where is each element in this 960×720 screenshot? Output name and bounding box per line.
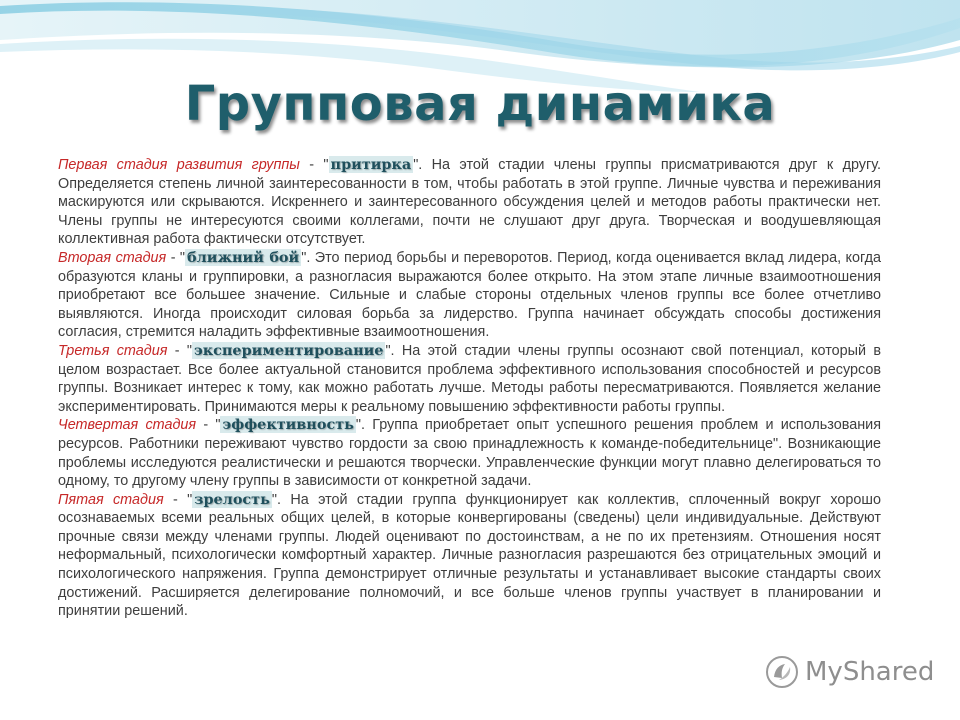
stage-name: Вторая стадия <box>58 249 167 266</box>
stage-name: Первая стадия развития группы <box>58 157 300 173</box>
stage-separator: - " <box>163 491 193 508</box>
stage-text: ". Группа приобретает опыт успешного решения проблем и использования ресурсов. Работники переживают чувство гордости за свою принадлежность к команде-победительнице". Возникающие проблемы исследуются реалистически и решаются творчески. Управленческие функции могут плавно делегироваться то одному, то другому члену группы в зависимости от конкретной задачи. <box>58 417 882 490</box>
stage-name: Пятая стадия <box>58 491 164 508</box>
stage-highlight: зрелость <box>194 490 270 508</box>
stage-separator: - " <box>299 157 329 173</box>
stage-text: ". На этой стадии группа функционирует как коллектив, сплоченный вокруг хорошо осознаваемых всеми реальных общих целей, в которые конвергированы (сведены) цели индивидуальные. Действуют прочные связи между членами группы. Людей оценивают по достоинствам, а не по их претензиям. Отношения носят неформальный, психологически комфортный характер. Личные разногласия разрешаются без отрицательных эмоций и психологического напряжения. Группа демонстрирует отличные результаты и устанавливает высокие стандарты своих достижений. Расширяется делегирование полномочий, и все больше членов группы участвует в планировании и принятии решений. <box>58 491 881 620</box>
stage-separator: - " <box>196 417 221 434</box>
myshared-logo-icon <box>765 655 799 689</box>
stage-highlight: ближний бой <box>187 248 300 266</box>
myshared-watermark <box>765 655 934 689</box>
stage-paragraph-4 <box>58 416 881 490</box>
stage-name: Четвертая стадия <box>58 417 197 434</box>
stage-highlight: экспериментирование <box>193 341 384 359</box>
stage-separator: - " <box>167 342 192 359</box>
stage-paragraph-3 <box>58 342 881 416</box>
stage-text: ". Это период борьбы и переворотов. Период, когда оценивается вклад лидера, когда образуются кланы и группировки, а разногласия выражаются более открыто. На этом этапе личные взаимоотношения приобретают все большее значение. Сильные и слабые стороны отдельных членов группы все более отчетливо выявляются. Иногда происходит силовая борьба за лидерство. Группа начинает обсуждать способы достижения согласия, стремится наладить эффективные взаимоотношения. <box>58 249 881 341</box>
stage-highlight: эффективность <box>222 416 354 434</box>
stage-name: Третья стадия <box>58 342 168 359</box>
content-body <box>58 156 881 621</box>
stage-highlight: притирка <box>330 156 412 173</box>
stage-separator: - " <box>166 249 186 266</box>
stage-text: ". На этой стадии члены группы осознают свой потенциал, который в целом возрастает. Все более актуальной становится проблема эффективного использования способностей и ресурсов группы. Возникает интерес к тому, как можно работать лучше. Методы работы пересматриваются. Появляется желание экспериментировать. Принимаются меры к реальному повышению эффективности работы группы. <box>58 342 881 415</box>
stage-paragraph-2 <box>58 249 881 342</box>
watermark-text: MyShared <box>805 657 935 687</box>
stage-text: ". На этой стадии члены группы присматриваются друг к другу. Определяется степень личной заинтересованности в том, чтобы работать в этой группе. Личные чувства и переживания маскируются или скрываются. Искреннего и заинтересованного обсуждения целей и методов работы практически нет. Члены группы не интересуются своими коллегами, почти не слушают друг друга. Творческая и воодушевляющая коллективная работа фактически отсутствует. <box>58 157 881 248</box>
stage-paragraph-1 <box>58 156 881 249</box>
page-title: Групповая динамика <box>184 76 776 132</box>
stage-paragraph-5 <box>58 491 881 621</box>
